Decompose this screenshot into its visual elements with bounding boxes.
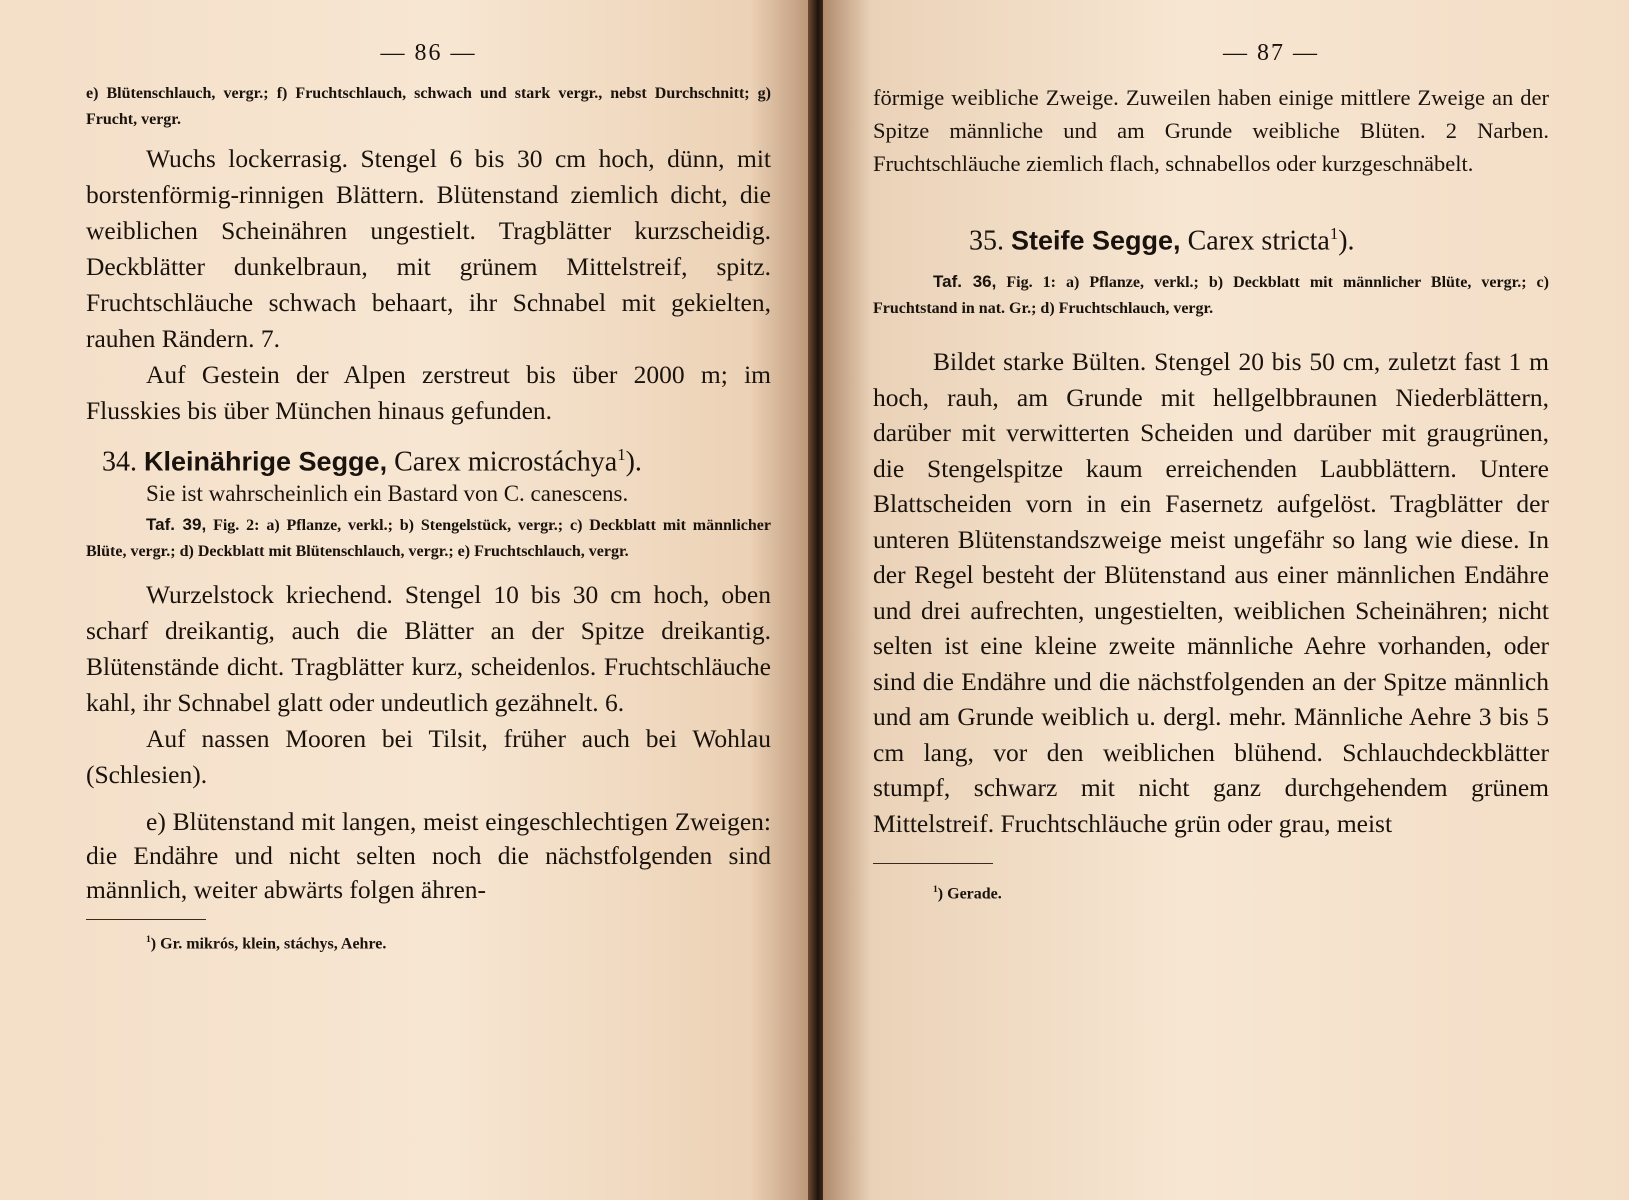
footnote-number: 1: [146, 934, 151, 946]
species-number: 35.: [969, 225, 1004, 257]
hybrid-note: Sie ist wahrscheinlich ein Bastard von C. canescens.: [146, 481, 629, 507]
footnote: [146, 934, 771, 953]
habitat-paragraph: Auf nassen Mooren bei Tilsit, früher auch bei Wohlau (Schlesien).: [86, 724, 771, 790]
plate-caption-text: Fig. 2: a) Pflanze, verkl.; b) Stengelstück, vergr.; c) Deckblatt mit männlicher Blüte, vergr.; d) Deckblatt mit Blütenschlauch, vergr.; e) Fruchtschlauch, vergr.: [86, 517, 772, 561]
plate-caption: [86, 512, 771, 565]
description-paragraph: Wuchs lockerrasig. Stengel 6 bis 30 cm hoch, dünn, mit borstenförmig-rinnigen Blättern. Blütenstand ziemlich dicht, die weiblichen Scheinähren ungestielt. Tragblätter kurzscheidig. Deckblätter dunkelbraun, mit grünem Mittelstreif, spitz. Fruchtschläuche schwach behaart, ihr Schnabel mit gekielten, rauhen Rändern. 7.: [86, 144, 771, 353]
description-paragraph: Wurzelstock kriechend. Stengel 10 bis 30 cm hoch, oben scharf dreikantig, auch die Blätter an der Spitze dreikantig. Blütenstände dicht. Tragblätter kurz, scheidenlos. Fruchtschläuche kahl, ihr Schnabel glatt oder undeutlich gezähnelt. 6.: [86, 580, 771, 718]
species-common-name: Kleinährige Segge,: [144, 446, 388, 477]
plate-label: Taf. 36,: [933, 272, 997, 292]
footnote-marker: 1: [617, 445, 626, 464]
footnote-marker: 1: [1329, 224, 1339, 243]
species-heading: [102, 445, 771, 478]
footnote-rule: [86, 919, 206, 920]
plate-caption-text: Fig. 1: a) Pflanze, verkl.; b) Deckblatt mit männlicher Blüte, vergr.; c) Fruchtstand in nat. Gr.; d) Fruchtschlauch, vergr.: [873, 274, 1549, 318]
figure-caption-continued: e) Blütenschlauch, vergr.; f) Fruchtschlauch, schwach und stark vergr., nebst Durchschnitt; g) Frucht, vergr.: [86, 85, 771, 128]
description-paragraph: Bildet starke Bülten. Stengel 20 bis 50 cm, zuletzt fast 1 m hoch, rauh, am Grunde mit hellgelbbraunen Niederblättern, darüber mit verwitterten Scheiden und darüber mit graugrünen, die Stengelspitze kaum erreichenden Laubblättern. Untere Blattscheiden vorn in ein Fasernetz aufgelöst. Tragblätter der unteren Blütenstandszweige meist ungefähr so lang wie diese. In der Regel besteht der Blütenstand aus einer männlichen Endähre und drei aufrechten, ungestielten, weiblichen Scheinähren; nicht selten ist eine kleine zweite männliche Aehre vorhanden, oder sind die Endähre und die nächstfolgenden an der Spitze männlich und am Grunde weiblich u. dergl. mehr. Männliche Aehre 3 bis 5 cm lang, vor den weiblichen blühend. Schlauchdeckblätter stumpf, schwarz mit nicht ganz durchgehendem grünem Mittelstreif. Fruchtschläuche grün oder grau, meist: [873, 347, 1549, 838]
page-number: — 86 —: [380, 40, 477, 66]
species-latin-name: Carex microstáchya: [394, 446, 618, 478]
footnote-number: 1: [933, 884, 938, 896]
heading-close: ).: [625, 446, 642, 478]
species-common-name: Steife Segge,: [1011, 225, 1181, 256]
plate-label: Taf. 39,: [146, 515, 207, 535]
plate-caption: [873, 269, 1549, 322]
habitat-paragraph: Auf Gestein der Alpen zerstreut bis über 2000 m; im Flusskies bis über München hinaus gefunden.: [86, 360, 771, 425]
key-paragraph: e) Blütenstand mit langen, meist eingeschlechtigen Zweigen: die Endähre und nicht selten noch die nächstfolgenden sind männlich, weiter abwärts folgen ähren-: [86, 807, 771, 905]
footnote-rule: [873, 863, 993, 864]
species-latin-name: Carex stricta: [1187, 225, 1330, 257]
species-number: 34.: [102, 446, 137, 478]
footnote-text: ) Gr. mikrós, klein, stáchys, Aehre.: [150, 935, 387, 953]
right-page: [823, 0, 1629, 1200]
footnote-text: ) Gerade.: [937, 885, 1002, 903]
footnote: [933, 884, 1549, 903]
heading-close: ).: [1338, 225, 1355, 257]
species-heading: [969, 224, 1549, 257]
page-number: — 87 —: [1223, 40, 1319, 66]
key-paragraph-continued: förmige weibliche Zweige. Zuweilen haben einige mittlere Zweige an der Spitze männliche und am Grunde weibliche Blüten. 2 Narben. Fruchtschläuche ziemlich flach, schnabellos oder kurzgeschnäbelt.: [873, 85, 1549, 176]
